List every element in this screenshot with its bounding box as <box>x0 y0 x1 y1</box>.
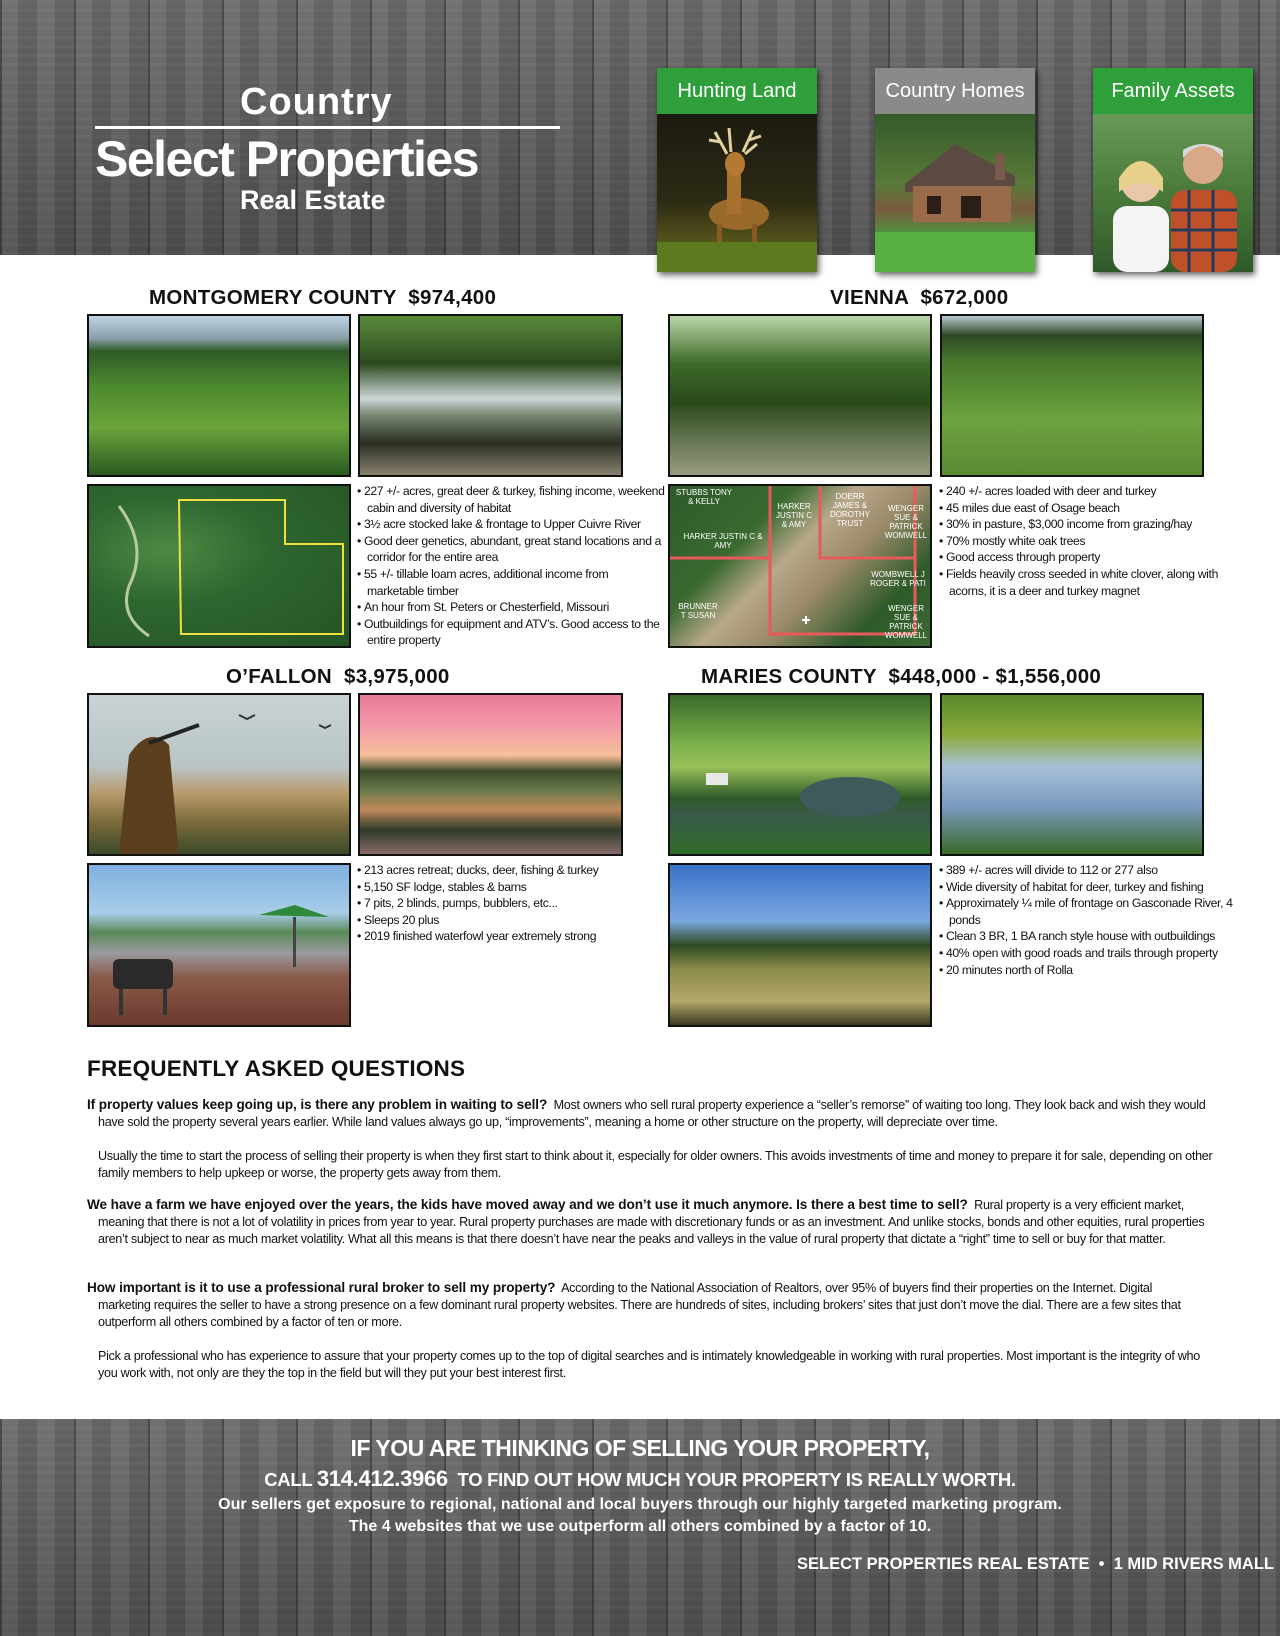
couple-photo <box>1093 114 1253 272</box>
vienna-forest-photo <box>668 314 932 477</box>
faq-answer-text: According to the National Association of Realtors, over 95% of buyers find their properties on the Internet. Digital marketing requires the seller to have a strong presence on a few dominant rural property websites. There are hundreds of sites, including brokers’ sites that just don’t move the dial. There are a few sites that outperform all others combined by a factor of ten or more. <box>98 1281 1181 1329</box>
list-item: • 55 +/- tillable loam acres, additional income from marketable timber <box>357 566 667 599</box>
tile-hunting-land-label: Hunting Land <box>657 68 817 114</box>
faq-answer <box>87 1279 1207 1331</box>
cta-exposure-text: Our sellers get exposure to regional, national and local buyers through our highly targeted marketing program. <box>218 1496 1062 1513</box>
montgomery-features-list <box>357 483 667 649</box>
logo-line-select-properties: Select Properties <box>95 131 479 187</box>
property-boundary-icon <box>89 486 349 646</box>
list-item: • Good access through property <box>939 549 1239 566</box>
list-item: • An hour from St. Peters or Chesterfield, Missouri <box>357 599 667 616</box>
montgomery-map-photo <box>87 484 351 648</box>
plat-label: BRUNNER T SUSAN <box>678 602 718 620</box>
logo-line-real-estate: Real Estate <box>240 185 386 215</box>
faq-item <box>87 1279 1207 1382</box>
vienna-title: VIENNA $672,000 <box>830 286 1009 309</box>
header-banner <box>0 0 1280 255</box>
cta-headline: IF YOU ARE THINKING OF SELLING YOUR PROPERTY, <box>350 1435 930 1461</box>
faq-item <box>87 1096 1227 1182</box>
plat-label: WOMBWELL J ROGER & PATI <box>870 570 926 588</box>
faq-answer-paragraph: Usually the time to start the process of selling their property is when they first start to think about it, especially for older owners. This avoids investments of time and money to prepare it for sale, depending on other family members to help upkeep or worse, the property gets away from them. <box>98 1149 1213 1180</box>
list-item: • 240 +/- acres loaded with deer and turkey <box>939 483 1239 500</box>
faq-answer-text: Most owners who sell rural property experience a “seller’s remorse” of waiting too long. They look back and wish they would have sold the property several years earlier. While land values always go up, “improvements”, meaning a home or other structure on the property, will depreciate over time. <box>98 1098 1206 1129</box>
ofallon-features-list <box>357 862 667 945</box>
list-item: • 7 pits, 2 blinds, pumps, bubblers, etc... <box>357 895 667 912</box>
plat-label: STUBBS TONY & KELLY <box>675 488 733 506</box>
ofallon-hunter-photo <box>87 693 351 856</box>
list-item: • 40% open with good roads and trails through property <box>939 945 1239 962</box>
vienna-features-list <box>939 483 1239 599</box>
logo-line-country: Country <box>240 81 393 123</box>
tile-family-assets-label: Family Assets <box>1093 68 1253 114</box>
cta-call-suffix: TO FIND OUT HOW MUCH YOUR PROPERTY IS REALLY WORTH. <box>447 1469 1016 1490</box>
list-item: • Approximately ¼ mile of frontage on Gasconade River, 4 ponds <box>939 895 1239 928</box>
house-photo <box>875 114 1035 272</box>
list-item: • 2019 finished waterfowl year extremely strong <box>357 928 667 945</box>
montgomery-river-photo <box>358 314 623 477</box>
faq-answer <box>87 1196 1217 1248</box>
house-icon <box>875 114 1035 272</box>
list-item: • Outbuildings for equipment and ATV’s. Good access to the entire property <box>357 616 667 649</box>
faq-item <box>87 1196 1217 1248</box>
faq-question: If property values keep going up, is there any problem in waiting to sell? <box>87 1097 548 1112</box>
plat-label: HARKER JUSTIN C & AMY <box>683 532 763 550</box>
list-item: • 5,150 SF lodge, stables & barns <box>357 879 667 896</box>
ofallon-deck-photo <box>87 863 351 1027</box>
list-item: • Clean 3 BR, 1 BA ranch style house with outbuildings <box>939 928 1239 945</box>
list-item: • 20 minutes north of Rolla <box>939 962 1239 979</box>
list-item: • 45 miles due east of Osage beach <box>939 500 1239 517</box>
faq-answer-paragraph: Pick a professional who has experience to assure that your property comes up to the top of digital searches and is intimately knowledgeable in working with rural properties. Most important is the integrity of who you work with, not only are they the top in the field but will they put your best interest first. <box>98 1349 1200 1380</box>
montgomery-county-title: MONTGOMERY COUNTY $974,400 <box>149 286 497 309</box>
faq-answer-text: Rural property is a very efficient market, meaning that there is not a lot of volatility in prices from year to year. Rural property purchases are made with discretionary funds or as an investment. And unlike stocks, bonds and other equities, rural properties aren’t subject to near as much market volatility. What all this means is that there doesn’t have near the peaks and valleys in the value of rural property that dictate a “right” time to sell or buy for that matter. <box>98 1198 1205 1246</box>
list-item: • 227 +/- acres, great deer & turkey, fishing income, weekend cabin and diversity of habitat <box>357 483 667 516</box>
tile-hunting-land[interactable] <box>657 68 817 272</box>
maries-meadow-photo <box>668 863 932 1027</box>
phone-number-link[interactable]: 314.412.3966 <box>316 1466 448 1491</box>
ofallon-title: O’FALLON $3,975,000 <box>226 665 450 688</box>
pond-icon <box>670 695 930 855</box>
cta-call-prefix: CALL <box>264 1469 317 1490</box>
vienna-plat-map <box>668 484 932 648</box>
deer-photo <box>657 114 817 272</box>
company-address: SELECT PROPERTIES REAL ESTATE • 1 MID RIVERS MALL <box>797 1555 1274 1573</box>
deer-icon <box>657 114 817 272</box>
maries-county-title: MARIES COUNTY $448,000 - $1,556,000 <box>701 665 1102 688</box>
duck-hunter-icon <box>89 695 349 855</box>
cta-websites-text: The 4 websites that we use outperform all others combined by a factor of 10. <box>348 1518 932 1535</box>
list-item: • 389 +/- acres will divide to 112 or 277 also <box>939 862 1239 879</box>
faq-heading: FREQUENTLY ASKED QUESTIONS <box>87 1056 466 1081</box>
tile-family-assets[interactable] <box>1093 68 1253 272</box>
plat-label: DOERR JAMES & DOROTHY TRUST <box>830 492 870 528</box>
grill-icon <box>89 865 349 1025</box>
brand-logo[interactable] <box>95 82 565 215</box>
plat-label: WENGER SUE & PATRICK WOMWELL <box>884 504 928 540</box>
faq-answer <box>87 1096 1227 1131</box>
couple-icon <box>1093 114 1253 272</box>
maries-features-list <box>939 862 1239 978</box>
list-item: • Sleeps 20 plus <box>357 912 667 929</box>
list-item: • 213 acres retreat; ducks, deer, fishing & turkey <box>357 862 667 879</box>
faq-question: We have a farm we have enjoyed over the years, the kids have moved away and we don’t use it much anymore. Is there a best time to sell? <box>87 1197 968 1212</box>
list-item: • 30% in pasture, $3,000 income from grazing/hay <box>939 516 1239 533</box>
list-item: • 70% mostly white oak trees <box>939 533 1239 550</box>
plat-label: WENGER SUE & PATRICK WOMWELL <box>884 604 928 640</box>
maries-river-photo <box>940 693 1204 856</box>
cta-call-line <box>0 1466 1280 1492</box>
tile-country-homes[interactable] <box>875 68 1035 272</box>
logo-divider <box>95 126 560 129</box>
list-item: • Good deer genetics, abundant, great stand locations and a corridor for the entire area <box>357 533 667 566</box>
tile-country-homes-label: Country Homes <box>875 68 1035 114</box>
list-item: • Fields heavily cross seeded in white clover, along with acorns, it is a deer and turkey magnet <box>939 566 1239 599</box>
list-item: • Wide diversity of habitat for deer, turkey and fishing <box>939 879 1239 896</box>
montgomery-aerial-photo <box>87 314 351 477</box>
vienna-pasture-photo <box>940 314 1204 477</box>
ofallon-sunset-photo <box>358 693 623 856</box>
plat-label: HARKER JUSTIN C & AMY <box>776 502 812 529</box>
footer-banner <box>0 1419 1280 1636</box>
faq-question: How important is it to use a professional rural broker to sell my property? <box>87 1280 556 1295</box>
list-item: • 3½ acre stocked lake & frontage to Upper Cuivre River <box>357 516 667 533</box>
maries-aerial-photo <box>668 693 932 856</box>
